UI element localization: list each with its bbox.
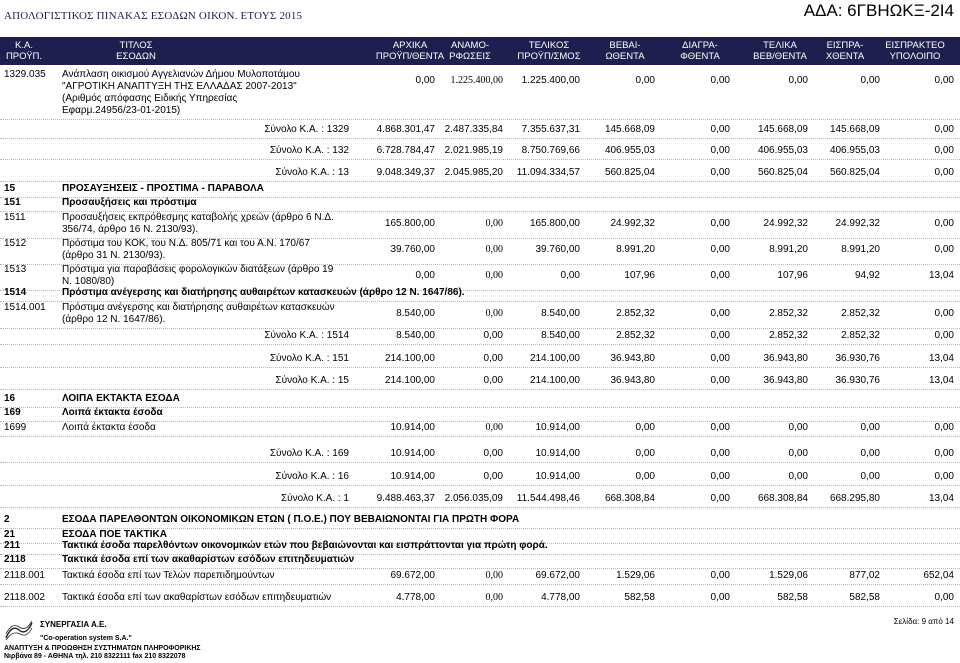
value-cell: 13,04 [928, 375, 954, 386]
value-cell: 11.544.498,46 [516, 493, 580, 504]
subtotal-label: Σύνολο Κ.Α. : 132 [269, 145, 349, 156]
header-line: ΦΘΕΝΤΑ [680, 51, 720, 62]
value-cell: 0,00 [710, 592, 730, 603]
row-divider [0, 606, 960, 607]
value-cell: 668.308,84 [757, 493, 808, 504]
subtotal-label: Σύνολο Κ.Α. : 1329 [264, 124, 349, 135]
value-cell: 560.825,04 [604, 167, 655, 178]
value-cell: 0,00 [934, 124, 954, 135]
footer-line: ΑΝΑΠΤΥΞΗ & ΠΡΟΩΘΗΣΗ ΣΥΣΤΗΜΑΤΩΝ ΠΛΗΡΟΦΟΡΙΚΗΣ [4, 645, 201, 652]
header-line: ΠΡΟΫΠ/ΘΕΝΤΑ [375, 51, 445, 62]
value-cell: 0,00 [485, 422, 503, 433]
value-cell: 582,58 [624, 592, 655, 603]
value-cell: 7.355.637,31 [521, 124, 580, 135]
value-cell: 145.668,09 [829, 124, 880, 135]
value-cell: 582,58 [849, 592, 880, 603]
value-cell: 0,00 [485, 570, 503, 581]
value-cell: 2.487.335,84 [444, 124, 503, 135]
value-cell: 36.943,80 [610, 375, 655, 386]
header-line: ΒΕΒΑΙ- [609, 40, 641, 51]
row-title: (άρθρο 12 Ν. 1647/86). [62, 314, 166, 325]
value-cell: 165.800,00 [384, 218, 435, 229]
subtotal-label: Σύνολο Κ.Α. : 169 [269, 448, 349, 459]
value-cell: 668.295,80 [829, 493, 880, 504]
value-cell: 8.540,00 [541, 330, 580, 341]
value-cell: 4.868.301,47 [376, 124, 435, 135]
row-title: Πρόστιμα του ΚΟΚ, του Ν.Δ. 805/71 και του Α.Ν. 170/67 [62, 238, 310, 249]
table-header [0, 37, 960, 65]
value-cell: 0,00 [934, 592, 954, 603]
value-cell: 8.540,00 [396, 308, 435, 319]
subtotal-label: Σύνολο Κ.Α. : 151 [269, 353, 349, 364]
value-cell: 406.955,03 [604, 145, 655, 156]
row-divider [0, 159, 960, 160]
value-cell: 0,00 [710, 493, 730, 504]
value-cell: 69.672,00 [535, 570, 580, 581]
value-cell: 0,00 [934, 422, 954, 433]
value-cell: 0,00 [485, 244, 503, 255]
row-divider [0, 389, 960, 390]
value-cell: 8.991,20 [769, 244, 808, 255]
subtotal-label: Σύνολο Κ.Α. : 1514 [264, 330, 349, 341]
header-line: ΤΙΤΛΟΣ [119, 40, 153, 51]
value-cell: 2.852,32 [769, 308, 808, 319]
ada-code: ΑΔΑ: 6ΓΒΗΩΚΞ-2Ι4 [803, 1, 954, 20]
header-line: ΧΘΕΝΤΑ [825, 51, 865, 62]
row-title: Πρόστιμα για παραβάσεις φορολογικών διατάξεων (άρθρο 19 [62, 264, 334, 275]
header-line: ΑΡΧΙΚΑ [392, 40, 428, 51]
header-line: ΩΘΕΝΤΑ [605, 51, 645, 62]
row-title: Ανάπλαση οικισμού Αγγελιανών Δήμου Μυλοποτάμου [62, 69, 300, 80]
value-cell: 10.914,00 [390, 448, 435, 459]
value-cell: 0,00 [415, 270, 435, 281]
value-cell: 0,00 [710, 353, 730, 364]
value-cell: 4.778,00 [396, 592, 435, 603]
subtotal-label: Σύνολο Κ.Α. : 1 [280, 493, 349, 504]
header-line: ΕΙΣΠΡΑΚΤΕΟ [885, 40, 945, 51]
value-cell: 0,00 [560, 270, 580, 281]
value-cell: 10.914,00 [535, 422, 580, 433]
value-cell: 0,00 [934, 75, 954, 86]
header-line: ΑΝΑΜΟ- [451, 40, 489, 51]
value-cell: 0,00 [710, 244, 730, 255]
value-cell: 0,00 [788, 422, 808, 433]
value-cell: 36.943,80 [763, 353, 808, 364]
value-cell: 0,00 [710, 330, 730, 341]
header-cell [655, 40, 745, 62]
value-cell: 0,00 [934, 308, 954, 319]
header-cell [0, 40, 69, 62]
value-cell: 8.750.769,66 [521, 145, 580, 156]
value-cell: 0,00 [483, 330, 503, 341]
header-line: ΔΙΑΓΡΑ- [682, 40, 718, 51]
row-divider [0, 462, 960, 463]
header-line: ΡΦΩΣΕΙΣ [449, 51, 491, 62]
row-divider [0, 328, 960, 329]
row-title: Προσαυξήσεις και πρόστιμα [62, 197, 197, 208]
value-cell: 36.943,80 [610, 353, 655, 364]
value-cell: 2.852,32 [769, 330, 808, 341]
row-divider [0, 119, 960, 120]
value-cell: 560.825,04 [757, 167, 808, 178]
row-title: Ν. 1080/80) [62, 276, 115, 287]
value-cell: 24.992,32 [610, 218, 655, 229]
value-cell: 13,04 [928, 353, 954, 364]
row-code: 211 [4, 540, 21, 551]
row-code: 2118.002 [4, 592, 45, 603]
footer-company: ΣΥΝΕΡΓΑΣΙΑ Α.Ε. [40, 620, 107, 629]
value-cell: 107,96 [777, 270, 808, 281]
value-cell: 2.056.035,09 [444, 493, 503, 504]
row-code: 2118 [4, 554, 26, 565]
value-cell: 0,00 [934, 167, 954, 178]
row-divider [0, 181, 960, 182]
row-divider [0, 568, 960, 569]
value-cell: 0,00 [710, 308, 730, 319]
row-code: 1512 [4, 238, 27, 249]
header-line: ΤΕΛΙΚΟΣ [528, 40, 570, 51]
value-cell: 0,00 [483, 375, 503, 386]
value-cell: 0,00 [485, 270, 503, 281]
header-cell [870, 40, 960, 62]
value-cell: 0,00 [934, 244, 954, 255]
value-cell: 36.930,76 [835, 375, 880, 386]
value-cell: 2.852,32 [841, 330, 880, 341]
value-cell: 0,00 [934, 448, 954, 459]
value-cell: 107,96 [624, 270, 655, 281]
value-cell: 0,00 [788, 471, 808, 482]
header-cell [425, 40, 515, 62]
row-divider [0, 344, 960, 345]
row-title: Εφαρμ.24956/23-01-2015) [62, 105, 181, 116]
value-cell: 652,04 [923, 570, 954, 581]
row-title: (άρθρο 31 Ν. 2130/93). [62, 250, 166, 261]
header-line: ΥΠΟΛΟΙΠΟ [889, 51, 941, 62]
value-cell: 10.914,00 [535, 471, 580, 482]
value-cell: 8.991,20 [841, 244, 880, 255]
row-title: Τακτικά έσοδα επί των ακαθαρίστων εσόδων επιτηδευματιών [62, 554, 355, 565]
subtotal-label: Σύνολο Κ.Α. : 15 [275, 375, 349, 386]
value-cell: 0,00 [710, 422, 730, 433]
row-title: 356/74, άρθρο 16 Ν. 2130/93). [62, 224, 199, 235]
value-cell: 11.094.334,57 [516, 167, 580, 178]
value-cell: 24.992,32 [835, 218, 880, 229]
value-cell: 8.540,00 [396, 330, 435, 341]
subtotal-label: Σύνολο Κ.Α. : 13 [275, 167, 349, 178]
value-cell: 0,00 [788, 448, 808, 459]
subtotal-label: Σύνολο Κ.Α. : 16 [275, 471, 349, 482]
value-cell: 39.760,00 [535, 244, 580, 255]
value-cell: 36.930,76 [835, 353, 880, 364]
row-title: Τακτικά έσοδα παρελθόντων οικονομικών ετών που βεβαιώνονται και εισπράττονται για πρώτη φορά. [62, 540, 548, 551]
value-cell: 1.529,06 [616, 570, 655, 581]
row-title: ΕΣΟΔΑ ΠΟΕ ΤΑΚΤΙΚΑ [62, 529, 167, 540]
value-cell: 0,00 [485, 218, 503, 229]
value-cell: 8.991,20 [616, 244, 655, 255]
value-cell: 2.021.985,19 [444, 145, 503, 156]
value-cell: 0,00 [934, 145, 954, 156]
value-cell: 69.672,00 [390, 570, 435, 581]
value-cell: 36.943,80 [763, 375, 808, 386]
value-cell: 2.045.985,20 [444, 167, 503, 178]
row-title: Λοιπά έκτακτα έσοδα [62, 407, 163, 418]
row-code: 1511 [4, 212, 26, 223]
header-line: ΠΡΟΫΠ. [5, 51, 43, 62]
row-code: 21 [4, 529, 16, 540]
row-code: 151 [4, 197, 21, 208]
value-cell: 406.955,03 [757, 145, 808, 156]
header-line: ΠΡΟΫΠ/ΣΜΟΣ [517, 51, 581, 62]
value-cell: 10.914,00 [390, 422, 435, 433]
value-cell: 2.852,32 [616, 330, 655, 341]
row-code: 1699 [4, 422, 27, 433]
value-cell: 0,00 [710, 145, 730, 156]
value-cell: 94,92 [854, 270, 880, 281]
header-line: ΒΕΒ/ΘΕΝΤΑ [753, 51, 807, 62]
header-line: ΤΕΛΙΚΑ [763, 40, 797, 51]
value-cell: 0,00 [860, 422, 880, 433]
row-title: (Αριθμός απόφασης Ειδικής Υπηρεσίας [62, 93, 238, 104]
value-cell: 13,04 [928, 270, 954, 281]
row-divider [0, 485, 960, 486]
row-code: 2 [4, 514, 10, 525]
value-cell: 13,04 [928, 493, 954, 504]
value-cell: 0,00 [485, 308, 503, 319]
value-cell: 214.100,00 [384, 353, 435, 364]
value-cell: 0,00 [788, 75, 808, 86]
value-cell: 0,00 [485, 592, 503, 603]
value-cell: 6.728.784,47 [376, 145, 435, 156]
value-cell: 0,00 [860, 75, 880, 86]
header-cell [91, 40, 181, 62]
document-title: ΑΠΟΛΟΓΙΣΤΙΚΟΣ ΠΙΝΑΚΑΣ ΕΣΟΔΩΝ ΟΙΚΟΝ. ΕΤΟΥΣ 2015 [4, 10, 303, 22]
value-cell: 0,00 [483, 448, 503, 459]
value-cell: 9.488.463,37 [376, 493, 435, 504]
value-cell: 0,00 [934, 330, 954, 341]
value-cell: 0,00 [483, 471, 503, 482]
value-cell: 1.529,06 [769, 570, 808, 581]
row-code: 1513 [4, 264, 27, 275]
value-cell: 0,00 [934, 471, 954, 482]
value-cell: 0,00 [860, 448, 880, 459]
value-cell: 9.048.349,37 [376, 167, 435, 178]
value-cell: 145.668,09 [757, 124, 808, 135]
row-title: Προσαυξήσεις εκπρόθεσμης καταβολής χρεών (άρθρο 6 Ν.Δ. [62, 212, 334, 223]
row-title: ΠΡΟΣΑΥΞΗΣΕΙΣ - ΠΡΟΣΤΙΜΑ - ΠΑΡΑΒΟΛΑ [62, 183, 264, 194]
value-cell: 165.800,00 [529, 218, 580, 229]
row-divider [0, 436, 960, 437]
row-divider [0, 584, 960, 585]
value-cell: 214.100,00 [384, 375, 435, 386]
row-code: 16 [4, 393, 16, 404]
row-divider [0, 138, 960, 139]
value-cell: 0,00 [710, 75, 730, 86]
row-code: 15 [4, 183, 16, 194]
row-divider [0, 367, 960, 368]
row-title: Πρόστιμα ανέγερσης και διατήρησης αυθαιρέτων κατασκευών [62, 302, 335, 313]
value-cell: 0,00 [860, 471, 880, 482]
value-cell: 0,00 [710, 375, 730, 386]
row-code: 169 [4, 407, 21, 418]
value-cell: 1.225.400,00 [450, 75, 503, 86]
value-cell: 0,00 [710, 124, 730, 135]
value-cell: 560.825,04 [829, 167, 880, 178]
value-cell: 0,00 [710, 167, 730, 178]
value-cell: 1.225.400,00 [521, 75, 580, 86]
row-code: 2118.001 [4, 570, 45, 581]
value-cell: 0,00 [710, 270, 730, 281]
row-title: Τακτικά έσοδα επί των Τελών παρεπιδημούντων [62, 570, 275, 581]
value-cell: 0,00 [710, 471, 730, 482]
row-code: 1514.001 [4, 302, 46, 313]
value-cell: 10.914,00 [390, 471, 435, 482]
value-cell: 214.100,00 [529, 375, 580, 386]
value-cell: 24.992,32 [763, 218, 808, 229]
value-cell: 145.668,09 [604, 124, 655, 135]
row-code: 1514 [4, 287, 27, 298]
value-cell: 8.540,00 [541, 308, 580, 319]
footer-address: Νιρβάνα 89 - ΑΘΗΝΑ τηλ. 210 8322111 fax 210 8322078 [4, 653, 186, 660]
header-line: ΕΣΟΔΩΝ [116, 51, 156, 62]
value-cell: 668.308,84 [604, 493, 655, 504]
footer-partner: "Co-operation system S.A." [40, 635, 132, 642]
value-cell: 0,00 [635, 422, 655, 433]
value-cell: 877,02 [849, 570, 880, 581]
value-cell: 0,00 [635, 471, 655, 482]
value-cell: 214.100,00 [529, 353, 580, 364]
value-cell: 2.852,32 [616, 308, 655, 319]
value-cell: 0,00 [710, 570, 730, 581]
value-cell: 2.852,32 [841, 308, 880, 319]
value-cell: 406.955,03 [829, 145, 880, 156]
row-title: "ΑΓΡΟΤΙΚΗ ΑΝΑΠΤΥΞΗ ΤΗΣ ΕΛΛΑΔΑΣ 2007-2013" [62, 81, 297, 92]
value-cell: 582,58 [777, 592, 808, 603]
value-cell: 0,00 [415, 75, 435, 86]
page-number: Σελίδα: 9 από 14 [893, 617, 954, 626]
row-title: Πρόστιμα ανέγερσης και διατήρησης αυθαιρέτων κατασκευών (άρθρο 12 Ν. 1647/86). [62, 287, 465, 298]
row-code: 1329.035 [4, 69, 46, 80]
value-cell: 0,00 [483, 353, 503, 364]
row-title: ΛΟΙΠΑ ΕΚΤΑΚΤΑ ΕΣΟΔΑ [62, 393, 180, 404]
value-cell: 4.778,00 [541, 592, 580, 603]
row-divider [0, 507, 960, 508]
value-cell: 0,00 [710, 448, 730, 459]
value-cell: 0,00 [635, 75, 655, 86]
row-title: Λοιπά έκτακτα έσοδα [62, 422, 156, 433]
company-logo-icon [4, 620, 34, 642]
row-title: ΕΣΟΔΑ ΠΑΡΕΛΘΟΝΤΩΝ ΟΙΚΟΝΟΜΙΚΩΝ ΕΤΩΝ ( Π.Ο.Ε.) ΠΟΥ ΒΕΒΑΙΩΝΟΝΤΑΙ ΓΙΑ ΠΡΩΤΗ ΦΟΡΑ [62, 514, 520, 525]
row-title: Τακτικά έσοδα επί των ακαθαρίστων εσόδων επιτηδευματιών [62, 592, 332, 603]
value-cell: 10.914,00 [535, 448, 580, 459]
value-cell: 0,00 [710, 218, 730, 229]
header-line: ΕΙΣΠΡΑ- [826, 40, 864, 51]
value-cell: 0,00 [934, 218, 954, 229]
value-cell: 0,00 [635, 448, 655, 459]
value-cell: 39.760,00 [390, 244, 435, 255]
header-line: Κ.Α. [15, 40, 33, 51]
